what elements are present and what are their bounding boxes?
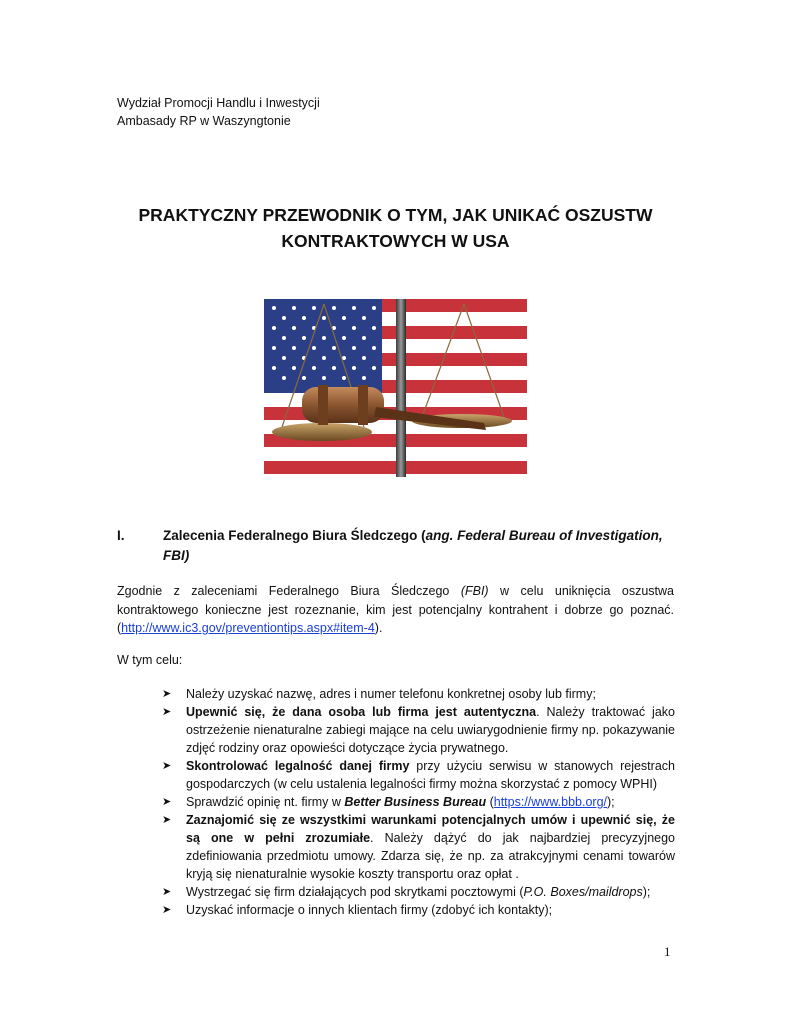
section-title-start: Zalecenia Federalnego Biura Śledczego (	[163, 528, 426, 543]
bullet-1-text: Należy uzyskać nazwę, adres i numer telefonu konkretnej osoby lub firmy;	[186, 687, 596, 701]
bullet-4-end: );	[607, 795, 615, 809]
bullet-6-end: );	[642, 885, 651, 899]
bullet-6-italic: P.O. Boxes/maildrops	[523, 885, 643, 899]
intro-text-before: Zgodnie z zaleceniami Federalnego Biura Śledczego	[117, 584, 461, 598]
arrow-bullet-icon: ➤	[162, 814, 172, 826]
bullet-2-text: . Należy traktować jako ostrzeżenie nienaturalne zabiegi mające na celu uwiarygodnienie firmy np. pokazywanie zdjęć rodziny oraz opowieści dotyczące życia prywatnego.	[186, 705, 675, 755]
section-title	[163, 526, 677, 566]
list-item	[160, 811, 675, 883]
arrow-bullet-icon: ➤	[162, 706, 172, 718]
intro-paragraph	[117, 582, 674, 638]
intro-fbi: (FBI)	[460, 584, 489, 598]
bullet-3-bold: Skontrolować legalność danej firmy	[186, 759, 410, 773]
list-item	[160, 793, 675, 811]
flag-scales-gavel-illustration	[264, 299, 527, 477]
list-item	[160, 703, 675, 757]
arrow-bullet-icon: ➤	[162, 760, 172, 772]
list-item	[160, 757, 675, 793]
header-line-1: Wydział Promocji Handlu i Inwestycji	[117, 96, 320, 110]
bullet-2-bold: Upewnić się, że dana osoba lub firma jest autentyczna	[186, 705, 537, 719]
flag-scales-gavel-image	[264, 299, 527, 477]
section-number: I.	[117, 528, 125, 543]
header-line-2: Ambasady RP w Waszyngtonie	[117, 114, 291, 128]
intro-text-after: w celu uniknięcia oszustwa kontraktowego konieczne jest rozeznanie, kim jest potencjalny kontrahent i dobrze go poznać. (	[117, 584, 675, 635]
title-line-2: KONTRAKTOWYCH W USA	[281, 231, 510, 251]
bullet-4-bbb: Better Business Bureau	[344, 795, 487, 809]
bullet-7-text: Uzyskać informacje o innych klientach firmy (zdobyć ich kontakty);	[186, 903, 553, 917]
bullet-5-text: . Należy dążyć do jak najbardziej precyzyjnego zdefiniowania przedmiotu umowy. Zdarza się, że np. za atrakcyjnymi cenami towarów kryją się nienaturalnie wysokie koszty transportu oraz opłat .	[186, 831, 675, 881]
arrow-bullet-icon: ➤	[162, 796, 172, 808]
intro-text-end: ).	[374, 621, 383, 635]
ic3-link[interactable]: http://www.ic3.gov/preventiontips.aspx#item-4	[121, 621, 375, 635]
page-number: 1	[664, 944, 671, 959]
bbb-link[interactable]: https://www.bbb.org/	[493, 795, 608, 809]
document-header	[117, 94, 320, 130]
section-heading	[117, 526, 677, 566]
list-item	[160, 883, 675, 901]
list-item	[160, 901, 675, 919]
list-item	[160, 685, 675, 703]
arrow-bullet-icon: ➤	[162, 688, 172, 700]
bullet-4-open: (	[486, 795, 494, 809]
arrow-bullet-icon: ➤	[162, 886, 172, 898]
document-title	[100, 202, 691, 254]
bullet-6-text: Wystrzegać się firm działających pod skrytkami pocztowymi (	[186, 885, 524, 899]
bullet-4-text: Sprawdzić opinię nt. firmy w	[186, 795, 345, 809]
section-title-italic: ang. Federal Bureau of Investigation, FBI)	[163, 528, 663, 563]
title-line-1: PRAKTYCZNY PRZEWODNIK O TYM, JAK UNIKAĆ OSZUSTW	[138, 205, 653, 225]
recommendations-list	[160, 685, 675, 919]
w-tym-celu-label: W tym celu:	[117, 653, 183, 667]
bullet-3-text: przy użyciu serwisu w stanowych rejestrach gospodarczych (w celu ustalenia legalności firmy można skorzystać z pomocy WPHI)	[186, 759, 675, 791]
arrow-bullet-icon: ➤	[162, 904, 172, 916]
bullet-5-bold: Zaznajomić się ze wszystkimi warunkami potencjalnych umów i upewnić się, że są one w pełni zrozumiałe	[186, 813, 675, 845]
